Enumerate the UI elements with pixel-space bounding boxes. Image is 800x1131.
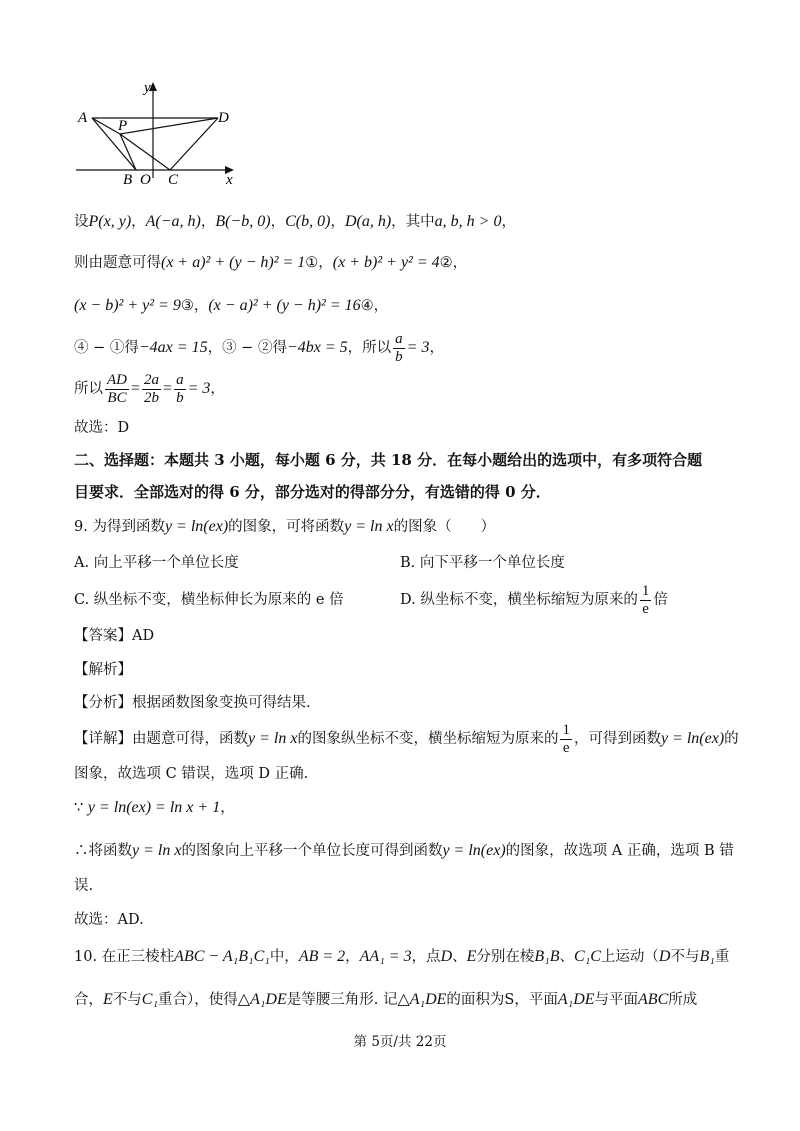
- equation-result: = 3: [187, 380, 211, 397]
- equation-7: = 3: [406, 339, 430, 356]
- q9-analysis-heading: 【解析】: [74, 662, 132, 678]
- q9-answer: 【答案】AD: [74, 628, 155, 644]
- eq3-step-3: ，所以: [347, 340, 392, 356]
- eq3-step-2: ，③ − ②得: [207, 340, 287, 356]
- q9-options-row-1: [74, 553, 724, 573]
- label-x: x: [226, 172, 233, 188]
- point-C: C: [285, 213, 296, 230]
- label-P: P: [118, 118, 128, 134]
- q9-option-D: D. 纵坐标不变，横坐标缩短为原来的 $\frac{1}{e}$ 倍: [400, 582, 668, 617]
- eq2-label-3: ③，: [180, 298, 209, 314]
- section-header-line-1: 二、选择题：本题共 3 小题，每小题 6 分，共 18 分．在每小题给出的选项中，有多项符合题: [74, 451, 703, 469]
- label-O: O: [140, 172, 151, 188]
- coordinate-figure: [70, 78, 250, 190]
- point-P: P: [88, 213, 99, 230]
- setup-condition: a, b, h > 0: [434, 213, 502, 230]
- q9-option-C: C. 纵坐标不变，横坐标伸长为原来的 e 倍: [74, 592, 344, 608]
- label-D: D: [218, 110, 229, 126]
- equation-4: (x − a)² + (y − h)² = 16: [208, 297, 361, 314]
- q9-function-2: y = ln x: [344, 518, 394, 535]
- point-D-coords: (a, h): [356, 213, 392, 230]
- equation-6: −4bx = 5: [286, 339, 348, 356]
- fraction-2a-over-2b: $\frac{2a}{2b}$: [144, 371, 160, 406]
- equation-line-4: 所以 $\frac{AD}{BC}$ = $\frac{2a}{2b}$ = $\frac{a}{b}$ = 3，: [74, 371, 225, 406]
- q8-final-answer: 故选：D: [74, 420, 130, 436]
- q9-option-A: A. 向上平移一个单位长度: [74, 555, 239, 571]
- q9-therefore-line-1: ∴将函数y = ln x的图象向上平移一个单位长度可得到函数y = ln(ex)的图象，故选项 A 正确，选项 B 错: [74, 842, 734, 859]
- q9-stem: 9. 为得到函数y = ln(ex)的图象，可将函数y = ln x的图象（ ）: [74, 518, 496, 535]
- q10-line-1: 10. 在正三棱柱ABC − A₁B₁C₁中，AB = 2，AA₁ = 3，点D、E分别在棱B₁B、C₁C上运动（D不与B₁重: [74, 948, 730, 965]
- q9-options-row-2: [74, 582, 724, 618]
- point-P-coords: (x, y): [98, 213, 132, 230]
- label-y: y: [144, 80, 151, 96]
- point-A-coords: (−a, h): [155, 213, 201, 230]
- equation-5: −4ax = 15: [138, 339, 208, 356]
- eq4-prefix: 所以: [74, 381, 103, 397]
- page-footer: 第 5页/共 22页: [353, 1034, 447, 1050]
- fraction-1-over-e: $\frac{1}{e}$: [641, 582, 650, 617]
- point-A: A: [145, 213, 156, 230]
- segment-AB: [92, 118, 136, 170]
- eq1-prefix: 则由题意可得: [74, 255, 161, 271]
- point-B: B: [215, 213, 226, 230]
- equation-line-3: ④ − ①得−4ax = 15，③ − ②得−4bx = 5，所以 $\frac{a}{b}$ = 3，: [74, 330, 444, 365]
- point-D: D: [344, 213, 357, 230]
- label-A: A: [78, 110, 88, 126]
- q9-detail-line-1: 【详解】由题意可得，函数y = ln x的图象纵坐标不变，横坐标缩短为原来的 $\frac{1}{e}$ ，可得到函数y = ln(ex)的: [74, 721, 739, 756]
- setup-mid: ，其中: [391, 214, 435, 230]
- q9-because: ∵ y = ln(ex) = ln x + 1，: [74, 799, 235, 816]
- setup-prefix: 设: [74, 214, 89, 230]
- point-B-coords: (−b, 0): [225, 213, 271, 230]
- q9-detail-line-2: 图象，故选项 C 错误，选项 D 正确.: [74, 766, 309, 782]
- label-B: B: [123, 172, 133, 188]
- eq1-label-2: ②，: [439, 255, 468, 271]
- fraction-1-over-e-detail: $\frac{1}{e}$: [562, 721, 570, 756]
- equation-2: (x + b)² + y² = 4: [332, 254, 440, 271]
- equation-3: (x − b)² + y² = 9: [74, 297, 181, 314]
- equation-line-1: [74, 253, 467, 273]
- eq1-label-1: ①，: [305, 255, 333, 271]
- q9-option-B: B. 向下平移一个单位长度: [400, 555, 565, 571]
- q9-therefore-line-2: 误.: [74, 878, 94, 894]
- segment-DC: [170, 118, 218, 170]
- q10-line-2: 合，E不与C₁重合），使得△A₁DE是等腰三角形. 记△A₁DE的面积为S，平面A₁DE与平面ABC所成: [74, 991, 698, 1008]
- segment-PD: [120, 118, 218, 134]
- section-header-line-2: 目要求．全部选对的得 6 分，部分选对的得部分分，有选错的得 0 分．: [74, 483, 551, 501]
- fraction-AD-over-BC: $\frac{AD}{BC}$: [107, 371, 127, 406]
- fraction-a-over-b: $\frac{a}{b}$: [395, 330, 403, 365]
- q9-fenxi: 【分析】根据函数图象变换可得结果.: [74, 695, 311, 711]
- equation-line-2: [74, 296, 388, 316]
- eq3-step-1: ④ − ①得: [74, 340, 139, 356]
- q9-final-answer: 故选：AD.: [74, 912, 144, 928]
- point-C-coords: (b, 0): [295, 213, 331, 230]
- eq2-label-4: ④，: [360, 298, 389, 314]
- q9-function-1: y = ln(ex): [164, 518, 229, 535]
- segment-AP: [92, 118, 120, 134]
- label-C: C: [168, 172, 179, 188]
- setup-end: ，: [501, 214, 516, 230]
- fraction-a-over-b-2: $\frac{a}{b}$: [176, 371, 184, 406]
- equation-1: (x + a)² + (y − h)² = 1: [161, 254, 306, 271]
- setup-line: 设P(x, y)，A(−a, h)，B(−b, 0)，C(b, 0)，D(a, h)，其中a, b, h > 0，: [74, 213, 516, 230]
